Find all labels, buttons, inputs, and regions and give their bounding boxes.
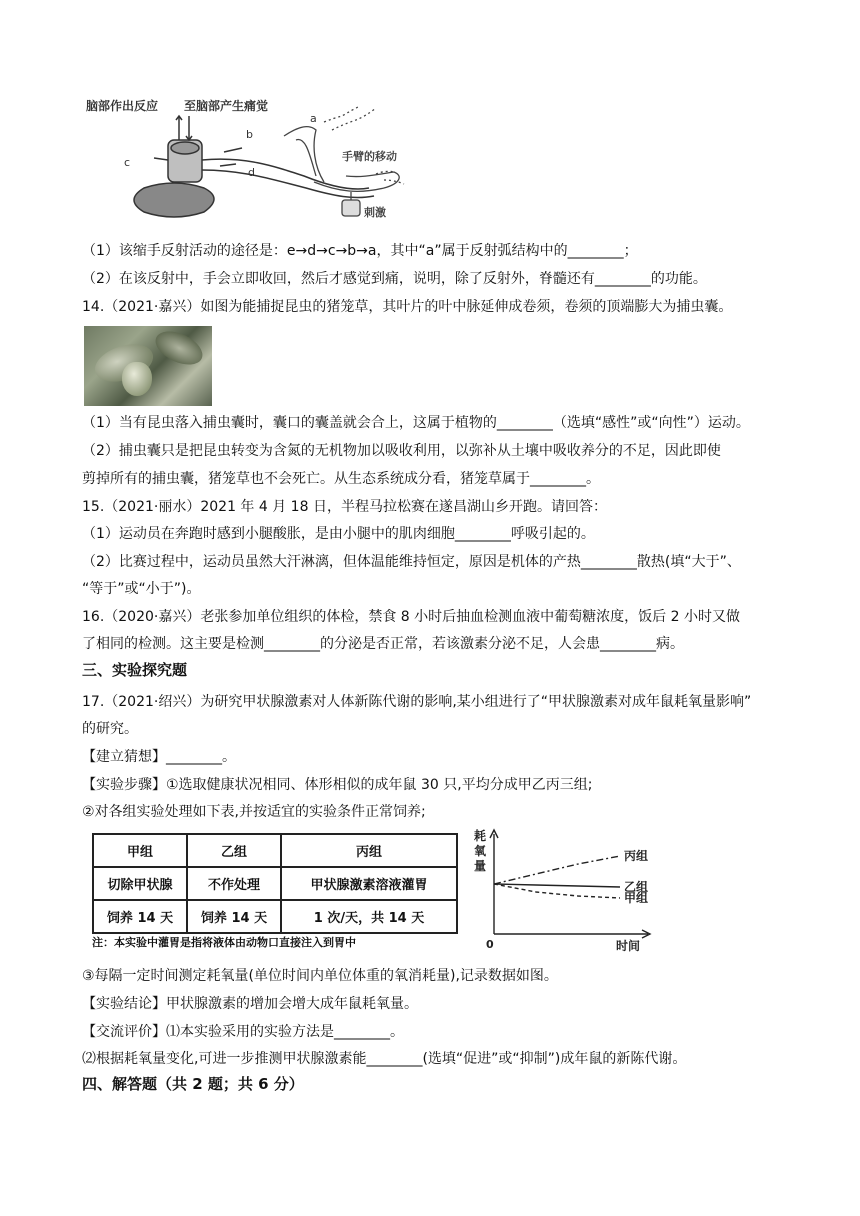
label-b: b	[246, 128, 253, 141]
section-heading-3: 三、实验探究题	[82, 661, 188, 679]
table-cell: 丙组	[281, 834, 457, 867]
step3-line: ③每隔一定时间测定耗氧量(单位时间内单位体重的氧消耗量),记录数据如图。	[82, 968, 558, 984]
q13-part2: （2）在该反射中，手会立即收回，然后才感觉到痛，说明，除了反射外，脊髓还有________的功能。	[82, 271, 707, 287]
table-note: 注：本实验中灌胃是指将液体由动物口直接注入到胃中	[92, 936, 356, 949]
label-brain-reaction: 脑部作出反应	[86, 99, 159, 113]
step1-line: 【实验步骤】①选取健康状况相同、体形相似的成年鼠 30 只,平均分成甲乙丙三组;	[82, 777, 593, 793]
table-cell: 饲养 14 天	[93, 900, 187, 933]
table-cell: 切除甲状腺	[93, 867, 187, 900]
q16-line2: 了相同的检测。这主要是检测________的分泌是否正常，若该激素分泌不足，人会患________病。	[82, 636, 684, 652]
pitcher-plant-photo	[84, 326, 212, 406]
chart-y-axis-label-char: 氧	[474, 844, 487, 858]
hypothesis-line: 【建立猜想】________。	[82, 749, 236, 765]
conclusion-line: 【实验结论】甲状腺激素的增加会增大成年鼠耗氧量。	[82, 996, 418, 1012]
label-arm-move: 手臂的移动	[342, 150, 397, 163]
chart-y-axis-label-char: 量	[474, 859, 487, 873]
table-cell: 甲组	[93, 834, 187, 867]
label-brain-pain: 至脑部产生痛觉	[184, 99, 269, 113]
q13-part1: （1）该缩手反射活动的途径是：e→d→c→b→a，其中“a”属于反射弧结构中的________；	[82, 243, 638, 259]
section-heading-4: 四、解答题（共 2 题；共 6 分）	[82, 1075, 304, 1093]
table-cell: 乙组	[187, 834, 281, 867]
q17-stem-line2: 的研究。	[82, 721, 138, 737]
reflex-arc-figure	[84, 96, 424, 230]
q15-stem: 15.（2021·丽水）2021 年 4 月 18 日，半程马拉松赛在遂昌湖山乡开跑。请回答：	[82, 499, 607, 515]
table-row	[93, 900, 457, 933]
label-a: a	[310, 112, 317, 125]
q14-part2-line2: 剪掉所有的捕虫囊，猪笼草也不会死亡。从生态系统成分看，猪笼草属于________。	[82, 471, 600, 487]
q15-part2-line1: （2）比赛过程中，运动员虽然大汗淋漓，但体温能维持恒定，原因是机体的产热________散热(填“大于”、	[82, 554, 741, 570]
chart-series-label-2: 甲组	[624, 891, 649, 905]
q15-part2-line2: “等于”或“小于”)。	[82, 581, 201, 597]
evaluation-line2: ⑵根据耗氧量变化,可进一步推测甲状腺激素能________(选填“促进”或“抑制”)成年鼠的新陈代谢。	[82, 1051, 687, 1067]
q16-line1: 16.（2020·嘉兴）老张参加单位组织的体检，禁食 8 小时后抽血检测血液中葡萄糖浓度，饭后 2 小时又做	[82, 609, 740, 625]
table-cell: 饲养 14 天	[187, 900, 281, 933]
chart-series-label-1: 乙组	[624, 880, 649, 894]
oxygen-consumption-chart	[470, 826, 660, 954]
table-cell: 不作处理	[187, 867, 281, 900]
q14-stem: 14.（2021·嘉兴）如图为能捕捉昆虫的猪笼草，其叶片的叶中脉延伸成卷须，卷须的顶端膨大为捕虫囊。	[82, 299, 733, 315]
step2-line: ②对各组实验处理如下表,并按适宜的实验条件正常饲养;	[82, 804, 426, 820]
q17-stem-line1: 17.（2021·绍兴）为研究甲状腺激素对人体新陈代谢的影响,某小组进行了“甲状腺激素对成年鼠耗氧量影响”	[82, 694, 752, 710]
table-cell: 1 次/天，共 14 天	[281, 900, 457, 933]
table-cell: 甲状腺激素溶液灌胃	[281, 867, 457, 900]
evaluation-line1: 【交流评价】⑴本实验采用的实验方法是________。	[82, 1024, 404, 1040]
chart-series-label-0: 丙组	[624, 849, 649, 863]
label-stimulus: 刺激	[364, 206, 386, 219]
label-d: d	[248, 166, 255, 179]
chart-x-axis-label: 时间	[616, 939, 641, 953]
table-row	[93, 867, 457, 900]
q14-part2-line1: （2）捕虫囊只是把昆虫转变为含氮的无机物加以吸收利用，以弥补从土壤中吸收养分的不足，因此即使	[82, 443, 721, 459]
chart-series-line-1	[494, 884, 620, 887]
q14-part1: （1）当有昆虫落入捕虫囊时，囊口的囊盖就会合上，这属于植物的________（选填“感性”或“向性”）运动。	[82, 415, 750, 431]
label-c: c	[124, 156, 131, 169]
chart-series-line-0	[494, 856, 620, 884]
chart-origin-label: 0	[486, 938, 494, 951]
q15-part1: （1）运动员在奔跑时感到小腿酸胀，是由小腿中的肌肉细胞________呼吸引起的。	[82, 526, 595, 542]
chart-y-axis-label-char: 耗	[474, 829, 487, 843]
experiment-table	[92, 833, 458, 934]
table-row	[93, 834, 457, 867]
